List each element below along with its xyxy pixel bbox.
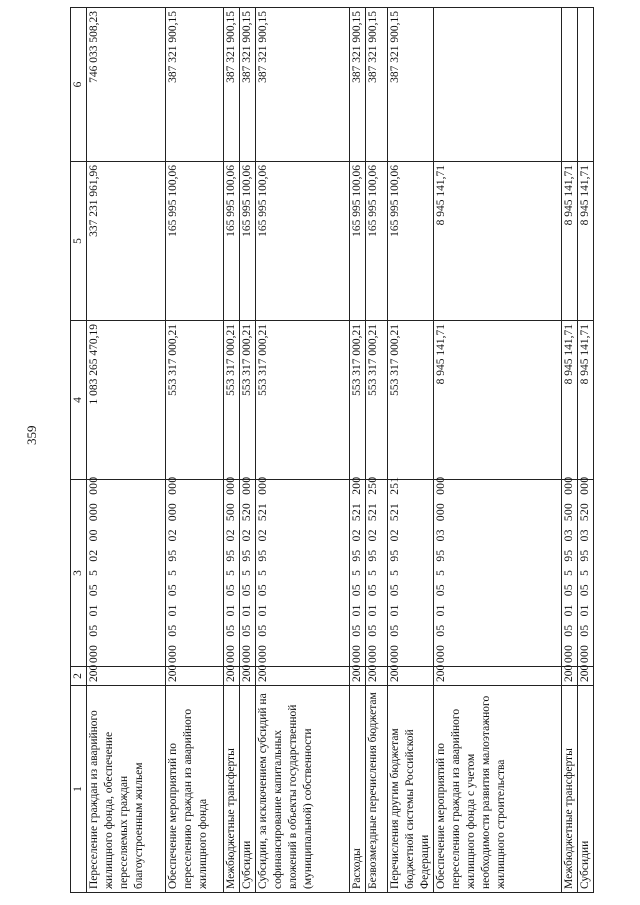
row-code-2: 200 [87,667,166,686]
table-row [562,8,578,893]
table-row [388,8,434,893]
row-name: Перечисления другим бюджетам бюджетной системы Российской Федерации [388,686,434,893]
header-col-1: 1 [71,686,87,893]
row-name: Обеспечение мероприятий по переселению граждан из аварийного жилищного фонда [166,686,224,893]
header-col-2: 2 [71,667,87,686]
row-code: 000 05 01 05 5 95 02 521 250 [366,480,388,667]
row-code-2: 200 [240,667,256,686]
rotated-table-container [70,8,625,893]
row-value-5: 165 995 100,06 [240,162,256,321]
row-code: 000 05 01 05 5 95 02 521 000 [256,480,350,667]
row-code-2: 200 [562,667,578,686]
row-name: Субсидии, за исключением субсидий на софинансирование капитальных вложений в объекты государственной (муниципальной) собственности [256,686,350,893]
row-value-6: 387 321 900,15 [350,8,366,162]
budget-table [70,7,594,893]
row-value-4: 553 317 000,21 [224,321,240,480]
row-value-4: 553 317 000,21 [350,321,366,480]
header-col-3: 3 [71,480,87,667]
page-number: 359 [24,425,39,445]
row-code: 000 05 01 05 5 95 03 520 000 [578,480,594,667]
row-value-4: 553 317 000,21 [166,321,224,480]
row-code: 000 05 01 05 5 95 02 521 251 [388,480,434,667]
row-code-2: 200 [166,667,224,686]
row-code-2: 200 [224,667,240,686]
row-value-6: 387 321 900,15 [256,8,350,162]
row-value-5: 8 945 141,71 [562,162,578,321]
row-name: Расходы [350,686,366,893]
table-row [166,8,224,893]
row-value-4: 553 317 000,21 [240,321,256,480]
row-value-6: 387 321 900,15 [366,8,388,162]
header-row [71,8,87,893]
table-row [578,8,594,893]
row-code-2: 200 [256,667,350,686]
row-value-6: 387 321 900,15 [224,8,240,162]
row-code-2: 200 [350,667,366,686]
row-value-6 [562,8,578,162]
row-code-2: 200 [578,667,594,686]
row-name: Межбюджетные трансферты [562,686,578,893]
row-value-6 [434,8,562,162]
row-name: Субсидии [240,686,256,893]
row-code-2: 200 [388,667,434,686]
row-value-5: 8 945 141,71 [578,162,594,321]
row-code-2: 200 [434,667,562,686]
row-code: 000 05 01 05 5 95 03 000 000 [434,480,562,667]
row-code: 000 05 01 05 5 95 02 500 000 [224,480,240,667]
row-value-4: 8 945 141,71 [578,321,594,480]
table-row [434,8,562,893]
row-value-5: 165 995 100,06 [350,162,366,321]
row-code: 000 05 01 05 5 95 02 000 000 [166,480,224,667]
row-name: Межбюджетные трансферты [224,686,240,893]
table-row [224,8,240,893]
row-value-6 [578,8,594,162]
row-code: 000 05 01 05 5 95 02 521 200 [350,480,366,667]
row-value-4: 553 317 000,21 [388,321,434,480]
table-row [350,8,366,893]
row-code: 000 05 01 05 5 02 00 000 000 [87,480,166,667]
row-value-5: 8 945 141,71 [434,162,562,321]
table-row [240,8,256,893]
row-name: Переселение граждан из аварийного жилищного фонда, обеспечение переселяемых граждан благоустроенным жильем [87,686,166,893]
row-value-5: 165 995 100,06 [224,162,240,321]
header-col-5: 5 [71,162,87,321]
row-code: 000 05 01 05 5 95 03 500 000 [562,480,578,667]
row-name: Обеспечение мероприятий по переселению граждан из аварийного жилищного фонда с учетом необходимости развития малоэтажного жилищного строительства [434,686,562,893]
row-value-5: 165 995 100,06 [366,162,388,321]
table-row [366,8,388,893]
header-col-4: 4 [71,321,87,480]
row-value-5: 165 995 100,06 [388,162,434,321]
row-value-4: 8 945 141,71 [434,321,562,480]
row-value-5: 165 995 100,06 [256,162,350,321]
row-value-4: 553 317 000,21 [366,321,388,480]
table-row [87,8,166,893]
row-value-6: 746 033 508,23 [87,8,166,162]
row-value-6: 387 321 900,15 [240,8,256,162]
header-col-6: 6 [71,8,87,162]
row-value-6: 387 321 900,15 [388,8,434,162]
row-value-5: 337 231 961,96 [87,162,166,321]
row-code-2: 200 [366,667,388,686]
row-name: Безвозмездные перечисления бюджетам [366,686,388,893]
row-name: Субсидии [578,686,594,893]
row-value-4: 1 083 265 470,19 [87,321,166,480]
row-value-5: 165 995 100,06 [166,162,224,321]
row-value-4: 553 317 000,21 [256,321,350,480]
row-code: 000 05 01 05 5 95 02 520 000 [240,480,256,667]
row-value-4: 8 945 141,71 [562,321,578,480]
table-row [256,8,350,893]
row-value-6: 387 321 900,15 [166,8,224,162]
